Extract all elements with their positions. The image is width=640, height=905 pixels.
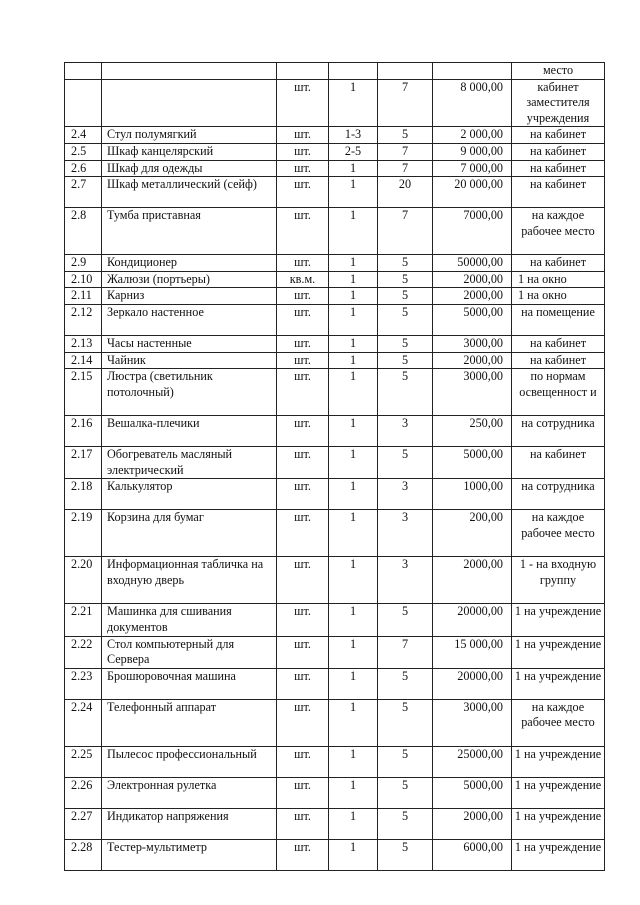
table-row <box>65 416 605 447</box>
unit-cell: шт. <box>277 668 329 699</box>
item-name-cell: Часы настенные <box>102 335 277 352</box>
price-cell: 5000,00 <box>433 304 512 335</box>
unit-cell: шт. <box>277 839 329 870</box>
quantity-cell: 1 <box>329 79 378 127</box>
note-cell: на каждое рабочее место <box>512 510 605 557</box>
item-number-cell: 2.5 <box>65 143 102 160</box>
quantity-cell: 1 <box>329 335 378 352</box>
quantity-cell: 1 <box>329 808 378 839</box>
price-cell: 2 000,00 <box>433 127 512 144</box>
note-cell: на кабинет <box>512 177 605 208</box>
service-life-cell: 7 <box>378 160 433 177</box>
note-cell: 1 на окно <box>512 271 605 288</box>
quantity-cell: 1 <box>329 304 378 335</box>
price-cell: 7000,00 <box>433 208 512 255</box>
table-row <box>65 510 605 557</box>
table-row <box>65 143 605 160</box>
table-row <box>65 271 605 288</box>
item-number-cell <box>65 79 102 127</box>
item-name-cell: Телефонный аппарат <box>102 699 277 746</box>
unit-cell: шт. <box>277 335 329 352</box>
note-cell: 1 на учреждение <box>512 777 605 808</box>
quantity-cell: 1 <box>329 288 378 305</box>
item-name-cell: Жалюзи (портьеры) <box>102 271 277 288</box>
note-cell: 1 на учреждение <box>512 604 605 636</box>
document-page <box>64 62 605 871</box>
note-cell: 1 на учреждение <box>512 746 605 777</box>
quantity-cell: 2-5 <box>329 143 378 160</box>
item-name-cell: Шкаф для одежды <box>102 160 277 177</box>
price-cell: 8 000,00 <box>433 79 512 127</box>
unit-cell: шт. <box>277 699 329 746</box>
unit-cell: шт. <box>277 636 329 668</box>
quantity-cell: 1 <box>329 557 378 604</box>
quantity-cell: 1 <box>329 208 378 255</box>
unit-cell: шт. <box>277 510 329 557</box>
service-life-cell: 5 <box>378 335 433 352</box>
table-row <box>65 255 605 272</box>
price-cell: 20000,00 <box>433 604 512 636</box>
item-name-cell: Пылесос профессиональный <box>102 746 277 777</box>
service-life-cell: 3 <box>378 557 433 604</box>
unit-cell: шт. <box>277 255 329 272</box>
price-cell: 2000,00 <box>433 352 512 369</box>
quantity-cell: 1 <box>329 160 378 177</box>
unit-cell: шт. <box>277 208 329 255</box>
service-life-cell: 3 <box>378 479 433 510</box>
item-name-cell: Шкаф металлический (сейф) <box>102 177 277 208</box>
item-number-cell: 2.23 <box>65 668 102 699</box>
price-cell: 2000,00 <box>433 271 512 288</box>
unit-cell: шт. <box>277 808 329 839</box>
price-cell: 200,00 <box>433 510 512 557</box>
unit-cell: шт. <box>277 604 329 636</box>
item-name-cell: Калькулятор <box>102 479 277 510</box>
service-life-cell: 3 <box>378 510 433 557</box>
service-life-cell: 5 <box>378 746 433 777</box>
unit-cell: шт. <box>277 127 329 144</box>
unit-cell: шт. <box>277 447 329 479</box>
note-cell: на кабинет <box>512 255 605 272</box>
note-cell: место <box>512 63 605 80</box>
item-number-cell: 2.13 <box>65 335 102 352</box>
table-row <box>65 636 605 668</box>
service-life-cell <box>378 63 433 80</box>
item-name-cell: Машинка для сшивания документов <box>102 604 277 636</box>
table-row <box>65 808 605 839</box>
item-name-cell <box>102 63 277 80</box>
note-cell: на кабинет <box>512 143 605 160</box>
price-cell: 3000,00 <box>433 369 512 416</box>
quantity-cell: 1 <box>329 479 378 510</box>
inventory-norms-table <box>64 62 605 871</box>
note-cell: на помещение <box>512 304 605 335</box>
service-life-cell: 5 <box>378 369 433 416</box>
table-row <box>65 79 605 127</box>
item-name-cell: Карниз <box>102 288 277 305</box>
table-row <box>65 604 605 636</box>
item-number-cell: 2.10 <box>65 271 102 288</box>
service-life-cell: 7 <box>378 143 433 160</box>
quantity-cell <box>329 63 378 80</box>
service-life-cell: 7 <box>378 208 433 255</box>
price-cell: 6000,00 <box>433 839 512 870</box>
table-row <box>65 177 605 208</box>
price-cell: 250,00 <box>433 416 512 447</box>
service-life-cell: 5 <box>378 288 433 305</box>
note-cell: на кабинет <box>512 127 605 144</box>
item-number-cell: 2.24 <box>65 699 102 746</box>
note-cell: на сотрудника <box>512 479 605 510</box>
note-cell: 1 на учреждение <box>512 636 605 668</box>
item-name-cell: Люстра (светильник потолочный) <box>102 369 277 416</box>
table-row <box>65 746 605 777</box>
unit-cell: шт. <box>277 479 329 510</box>
table-row <box>65 699 605 746</box>
service-life-cell: 5 <box>378 127 433 144</box>
table-row <box>65 839 605 870</box>
quantity-cell: 1 <box>329 604 378 636</box>
price-cell: 2000,00 <box>433 557 512 604</box>
item-number-cell: 2.26 <box>65 777 102 808</box>
service-life-cell: 20 <box>378 177 433 208</box>
service-life-cell: 5 <box>378 777 433 808</box>
unit-cell: шт. <box>277 79 329 127</box>
item-number-cell: 2.16 <box>65 416 102 447</box>
item-number-cell: 2.15 <box>65 369 102 416</box>
unit-cell: кв.м. <box>277 271 329 288</box>
item-name-cell <box>102 79 277 127</box>
note-cell: на кабинет <box>512 335 605 352</box>
item-name-cell: Электронная рулетка <box>102 777 277 808</box>
table-row <box>65 160 605 177</box>
item-name-cell: Кондиционер <box>102 255 277 272</box>
unit-cell: шт. <box>277 416 329 447</box>
quantity-cell: 1 <box>329 352 378 369</box>
quantity-cell: 1 <box>329 699 378 746</box>
item-name-cell: Тумба приставная <box>102 208 277 255</box>
table-row <box>65 288 605 305</box>
item-name-cell: Стол компьютерный для Сервера <box>102 636 277 668</box>
table-row <box>65 352 605 369</box>
item-number-cell: 2.17 <box>65 447 102 479</box>
table-row <box>65 447 605 479</box>
price-cell: 3000,00 <box>433 335 512 352</box>
quantity-cell: 1 <box>329 636 378 668</box>
item-name-cell: Шкаф канцелярский <box>102 143 277 160</box>
price-cell <box>433 63 512 80</box>
unit-cell: шт. <box>277 304 329 335</box>
note-cell: на каждое рабочее место <box>512 208 605 255</box>
service-life-cell: 7 <box>378 636 433 668</box>
note-cell: 1 на учреждение <box>512 668 605 699</box>
note-cell: на кабинет <box>512 447 605 479</box>
unit-cell <box>277 63 329 80</box>
item-number-cell: 2.4 <box>65 127 102 144</box>
service-life-cell: 3 <box>378 416 433 447</box>
item-number-cell: 2.6 <box>65 160 102 177</box>
service-life-cell: 5 <box>378 839 433 870</box>
note-cell: на сотрудника <box>512 416 605 447</box>
table-row <box>65 304 605 335</box>
service-life-cell: 5 <box>378 699 433 746</box>
price-cell: 5000,00 <box>433 777 512 808</box>
service-life-cell: 5 <box>378 447 433 479</box>
unit-cell: шт. <box>277 352 329 369</box>
item-name-cell: Информационная табличка на входную дверь <box>102 557 277 604</box>
price-cell: 5000,00 <box>433 447 512 479</box>
item-number-cell: 2.18 <box>65 479 102 510</box>
note-cell: по нормам освещенност и <box>512 369 605 416</box>
quantity-cell: 1-3 <box>329 127 378 144</box>
quantity-cell: 1 <box>329 510 378 557</box>
quantity-cell: 1 <box>329 255 378 272</box>
table-row <box>65 777 605 808</box>
price-cell: 15 000,00 <box>433 636 512 668</box>
price-cell: 1000,00 <box>433 479 512 510</box>
service-life-cell: 5 <box>378 352 433 369</box>
service-life-cell: 5 <box>378 271 433 288</box>
item-name-cell: Вешалка-плечики <box>102 416 277 447</box>
item-number-cell: 2.21 <box>65 604 102 636</box>
quantity-cell: 1 <box>329 746 378 777</box>
item-name-cell: Брошюровочная машина <box>102 668 277 699</box>
table-row <box>65 208 605 255</box>
quantity-cell: 1 <box>329 668 378 699</box>
item-number-cell: 2.14 <box>65 352 102 369</box>
unit-cell: шт. <box>277 557 329 604</box>
price-cell: 50000,00 <box>433 255 512 272</box>
quantity-cell: 1 <box>329 839 378 870</box>
unit-cell: шт. <box>277 143 329 160</box>
quantity-cell: 1 <box>329 447 378 479</box>
note-cell: 1 на учреждение <box>512 839 605 870</box>
table-row <box>65 127 605 144</box>
table-row <box>65 63 605 80</box>
table-row <box>65 335 605 352</box>
table-row <box>65 668 605 699</box>
note-cell: кабинет заместителя учреждения <box>512 79 605 127</box>
item-name-cell: Зеркало настенное <box>102 304 277 335</box>
price-cell: 2000,00 <box>433 808 512 839</box>
item-number-cell: 2.7 <box>65 177 102 208</box>
unit-cell: шт. <box>277 288 329 305</box>
item-number-cell: 2.22 <box>65 636 102 668</box>
service-life-cell: 5 <box>378 255 433 272</box>
quantity-cell: 1 <box>329 777 378 808</box>
note-cell: 1 на окно <box>512 288 605 305</box>
note-cell: на кабинет <box>512 352 605 369</box>
price-cell: 3000,00 <box>433 699 512 746</box>
item-number-cell: 2.8 <box>65 208 102 255</box>
price-cell: 20000,00 <box>433 668 512 699</box>
service-life-cell: 5 <box>378 304 433 335</box>
item-number-cell: 2.20 <box>65 557 102 604</box>
table-body <box>65 63 605 871</box>
table-row <box>65 479 605 510</box>
service-life-cell: 5 <box>378 668 433 699</box>
item-name-cell: Чайник <box>102 352 277 369</box>
unit-cell: шт. <box>277 746 329 777</box>
service-life-cell: 5 <box>378 604 433 636</box>
unit-cell: шт. <box>277 177 329 208</box>
note-cell: 1 на учреждение <box>512 808 605 839</box>
quantity-cell: 1 <box>329 271 378 288</box>
price-cell: 7 000,00 <box>433 160 512 177</box>
price-cell: 2000,00 <box>433 288 512 305</box>
note-cell: на каждое рабочее место <box>512 699 605 746</box>
price-cell: 25000,00 <box>433 746 512 777</box>
item-number-cell: 2.9 <box>65 255 102 272</box>
item-number-cell: 2.11 <box>65 288 102 305</box>
item-number-cell <box>65 63 102 80</box>
item-name-cell: Тестер-мультиметр <box>102 839 277 870</box>
unit-cell: шт. <box>277 369 329 416</box>
item-name-cell: Обогреватель масляный электрический <box>102 447 277 479</box>
item-number-cell: 2.12 <box>65 304 102 335</box>
item-number-cell: 2.25 <box>65 746 102 777</box>
item-name-cell: Индикатор напряжения <box>102 808 277 839</box>
note-cell: 1 - на входную группу <box>512 557 605 604</box>
service-life-cell: 7 <box>378 79 433 127</box>
quantity-cell: 1 <box>329 369 378 416</box>
price-cell: 20 000,00 <box>433 177 512 208</box>
note-cell: на кабинет <box>512 160 605 177</box>
unit-cell: шт. <box>277 777 329 808</box>
table-row <box>65 369 605 416</box>
table-row <box>65 557 605 604</box>
service-life-cell: 5 <box>378 808 433 839</box>
item-number-cell: 2.28 <box>65 839 102 870</box>
unit-cell: шт. <box>277 160 329 177</box>
item-number-cell: 2.27 <box>65 808 102 839</box>
quantity-cell: 1 <box>329 177 378 208</box>
item-number-cell: 2.19 <box>65 510 102 557</box>
item-name-cell: Корзина для бумаг <box>102 510 277 557</box>
quantity-cell: 1 <box>329 416 378 447</box>
price-cell: 9 000,00 <box>433 143 512 160</box>
item-name-cell: Стул полумягкий <box>102 127 277 144</box>
